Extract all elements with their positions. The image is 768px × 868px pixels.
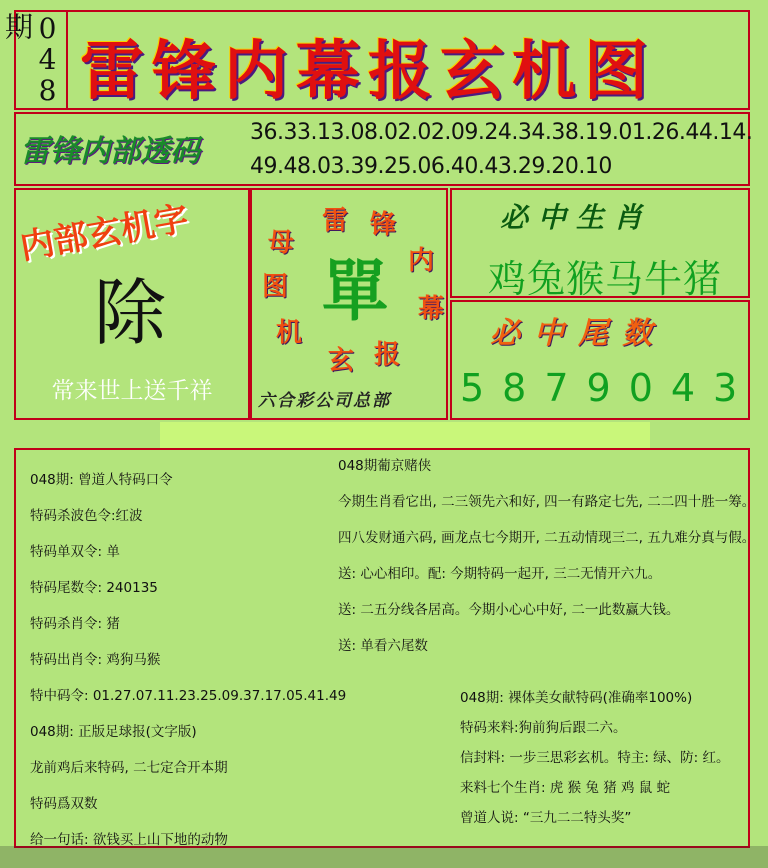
right-bottom-line-5: 曾道人说: “三九二二特头奖” — [460, 810, 632, 826]
zodiac-animals: 鸡兔猴马牛猪 — [487, 257, 722, 301]
mystery-char: 除 — [93, 271, 166, 355]
right-bottom-line-3: 信封料: 一步三思彩玄机。特主: 绿、防: 红。 — [460, 750, 730, 766]
left-line-9: 龙前鸡后来特码, 二七定合开本期 — [30, 760, 228, 776]
left-line-5: 特码杀肖令: 猪 — [30, 616, 120, 632]
wheel-char-3: 内 — [408, 246, 435, 276]
left-line-1: 048期: 曾道人特码口令 — [30, 472, 173, 488]
wheel-char-1: 雷 — [322, 206, 349, 236]
right-top-line-1: 048期葡京赌侠 — [338, 458, 432, 474]
wheel-char-2: 锋 — [370, 210, 397, 240]
left-line-6: 特码出肖令: 鸡狗马猴 — [30, 652, 161, 668]
wheel-char-7: 机 — [276, 318, 303, 348]
right-top-line-3: 四八发财通六码, 画龙点七今期开, 二五动情现三二, 五九难分真与假。 — [338, 530, 756, 546]
right-top-line-2: 今期生肖看它出, 二三领先六和好, 四一有路定七先, 二二四十胜一筹。 — [338, 494, 756, 510]
mystery-word-label: 内部玄机字 — [17, 198, 192, 268]
tails-label: 必中尾数 — [490, 316, 666, 351]
page-title: 雷锋内幕报玄机图 — [80, 34, 656, 109]
wheel-char-8: 图 — [262, 272, 289, 302]
left-line-10: 特码爲双数 — [30, 796, 98, 812]
right-top-line-4: 送: 心心相印。配: 今期特码一起开, 三二无情开六九。 — [338, 566, 662, 582]
wheel-center-char: 單 — [322, 252, 388, 330]
codes-label: 雷锋内部透码 — [20, 134, 200, 169]
wheel-char-5: 报 — [374, 340, 401, 370]
right-bottom-line-1: 048期: 裸体美女献特码(准确率100%) — [460, 690, 693, 706]
wheel-char-4: 幕 — [418, 294, 445, 324]
mystery-motto: 常来世上送千祥 — [51, 378, 213, 404]
wheel-char-6: 玄 — [328, 346, 355, 376]
highlight-band — [160, 422, 650, 448]
left-line-8: 048期: 正版足球报(文字版) — [30, 724, 197, 740]
wheel-char-9: 母 — [268, 228, 295, 258]
tails-digits: 5879043 — [460, 366, 756, 410]
left-line-4: 特码尾数令: 240135 — [30, 580, 158, 596]
right-top-line-6: 送: 单看六尾数 — [338, 638, 428, 654]
issue-divider — [66, 10, 68, 110]
left-line-2: 特码杀波色令:红波 — [30, 508, 143, 524]
right-bottom-line-4: 来料七个生肖: 虎 猴 兔 猪 鸡 鼠 蛇 — [460, 780, 671, 796]
bottom-strip — [0, 846, 768, 868]
left-line-11: 给一句话: 欲钱买上山下地的动物 — [30, 832, 228, 848]
right-bottom-line-2: 特码来料:狗前狗后跟二六。 — [460, 720, 627, 736]
issue-number: 048期 — [1, 12, 64, 105]
company-label: 六合彩公司总部 — [258, 391, 391, 411]
codes-line-1: 36.33.13.08.02.02.09.24.34.38.19.01.26.44.14. — [250, 120, 753, 145]
left-line-3: 特码单双令: 单 — [30, 544, 120, 560]
codes-line-2: 49.48.03.39.25.06.40.43.29.20.10 — [250, 154, 612, 179]
right-top-line-5: 送: 二五分线各居高。今期小心心中好, 二一此数赢大钱。 — [338, 602, 680, 618]
left-line-7: 特中码令: 01.27.07.11.23.25.09.37.17.05.41.49 — [30, 688, 347, 704]
zodiac-label: 必中生肖 — [500, 201, 653, 234]
